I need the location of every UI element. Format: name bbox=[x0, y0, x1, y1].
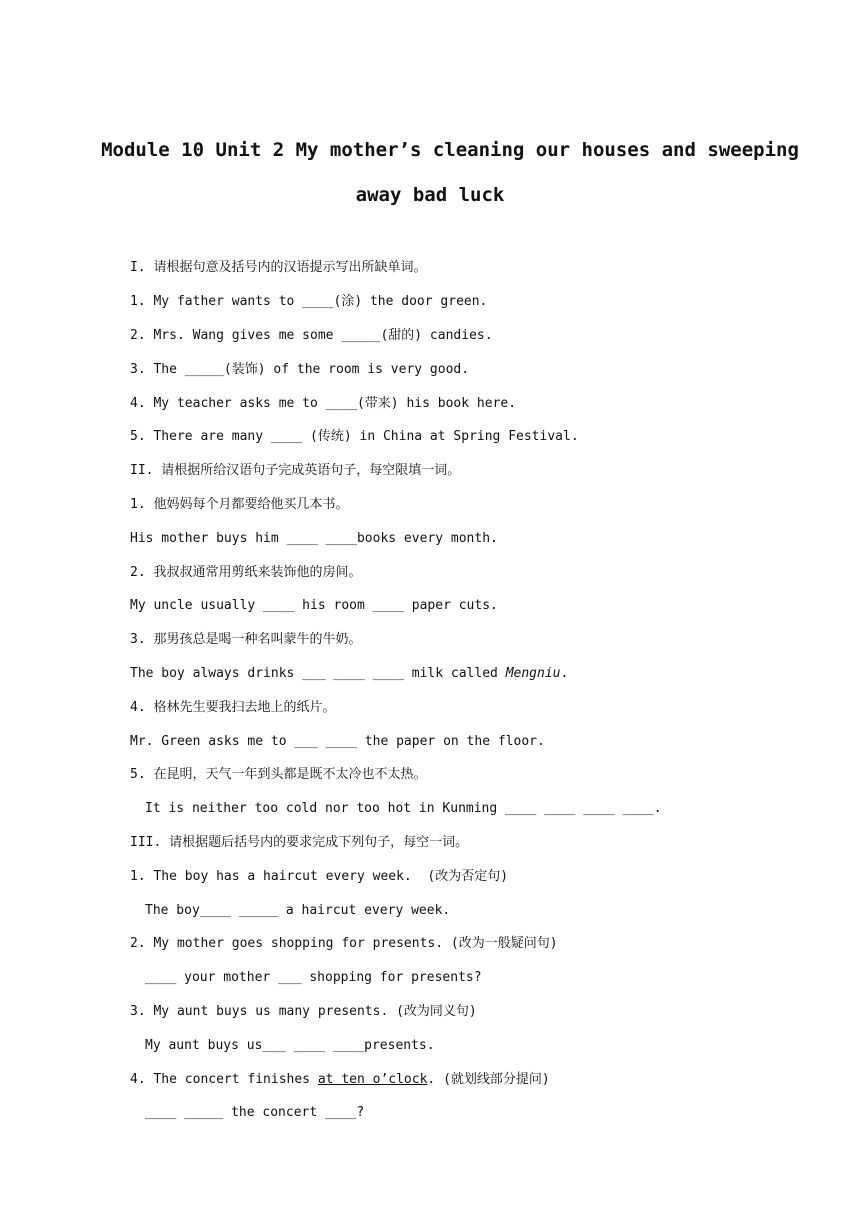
section-3-q3-answer: My aunt buys us___ ____ ____presents. bbox=[145, 1038, 435, 1053]
section-2-q4-chinese: 4. 格林先生要我扫去地上的纸片。 bbox=[130, 700, 336, 715]
section-3-q3: 3. My aunt buys us many presents. (改为同义句) bbox=[130, 1004, 477, 1019]
q4-question-text: 4. The concert finishes bbox=[130, 1072, 318, 1087]
q3-english-text: The boy always drinks ___ ____ ____ milk called bbox=[130, 666, 506, 681]
section-2-q2-chinese: 2. 我叔叔通常用剪纸来装饰他的房间。 bbox=[130, 565, 362, 580]
section-2-q2-english: My uncle usually ____ his room ____ paper cuts. bbox=[130, 598, 498, 613]
section-2-q3-english bbox=[130, 665, 568, 683]
section-3-q4-answer: ____ _____ the concert ____? bbox=[145, 1105, 365, 1120]
section-1-item-3: 3. The _____(装饰) of the room is very good. bbox=[130, 362, 470, 377]
section-2-q4-english: Mr. Green asks me to ___ ____ the paper on the floor. bbox=[130, 734, 545, 749]
section-2-q3-chinese: 3. 那男孩总是喝一种名叫蒙牛的牛奶。 bbox=[130, 632, 362, 647]
document-title-line-2: away bad luck bbox=[355, 184, 505, 206]
section-3-q2: 2. My mother goes shopping for presents. (改为一般疑问句) bbox=[130, 936, 558, 951]
section-1-item-1: 1. My father wants to ____(涂) the door green. bbox=[130, 294, 488, 309]
section-3-q1: 1. The boy has a haircut every week. (改为否定句) bbox=[130, 869, 509, 884]
section-3-header: III. 请根据题后括号内的要求完成下列句子，每空一词。 bbox=[130, 835, 469, 850]
section-1-item-2: 2. Mrs. Wang gives me some _____(甜的) candies. bbox=[130, 328, 493, 343]
q3-english-period: . bbox=[560, 666, 569, 681]
brand-name-italic: Mengniu bbox=[505, 666, 561, 681]
section-1-item-5: 5. There are many ____ (传统) in China at Spring Festival. bbox=[130, 429, 579, 444]
section-3-q4 bbox=[130, 1071, 550, 1089]
q4-instruction: . (就划线部分提问) bbox=[427, 1072, 550, 1087]
document-title-line-1: Module 10 Unit 2 My mother’s cleaning our houses and sweeping bbox=[101, 139, 799, 161]
section-2-q1-english: His mother buys him ____ ____books every month. bbox=[130, 531, 498, 546]
section-2-header: II. 请根据所给汉语句子完成英语句子，每空限填一词。 bbox=[130, 463, 461, 478]
section-3-q1-answer: The boy____ _____ a haircut every week. bbox=[145, 903, 451, 918]
section-1-header: I. 请根据句意及括号内的汉语提示写出所缺单词。 bbox=[130, 260, 427, 275]
section-1-item-4: 4. My teacher asks me to ____(带来) his book here. bbox=[130, 396, 517, 411]
section-2-q5-chinese: 5. 在昆明，天气一年到头都是既不太冷也不太热。 bbox=[130, 767, 427, 782]
underlined-phrase: at ten o’clock bbox=[317, 1072, 428, 1087]
section-3-q2-answer: ____ your mother ___ shopping for presents? bbox=[145, 970, 482, 985]
section-2-q1-chinese: 1. 他妈妈每个月都要给他买几本书。 bbox=[130, 497, 349, 512]
section-2-q5-english: It is neither too cold nor too hot in Kunming ____ ____ ____ ____. bbox=[145, 801, 662, 816]
